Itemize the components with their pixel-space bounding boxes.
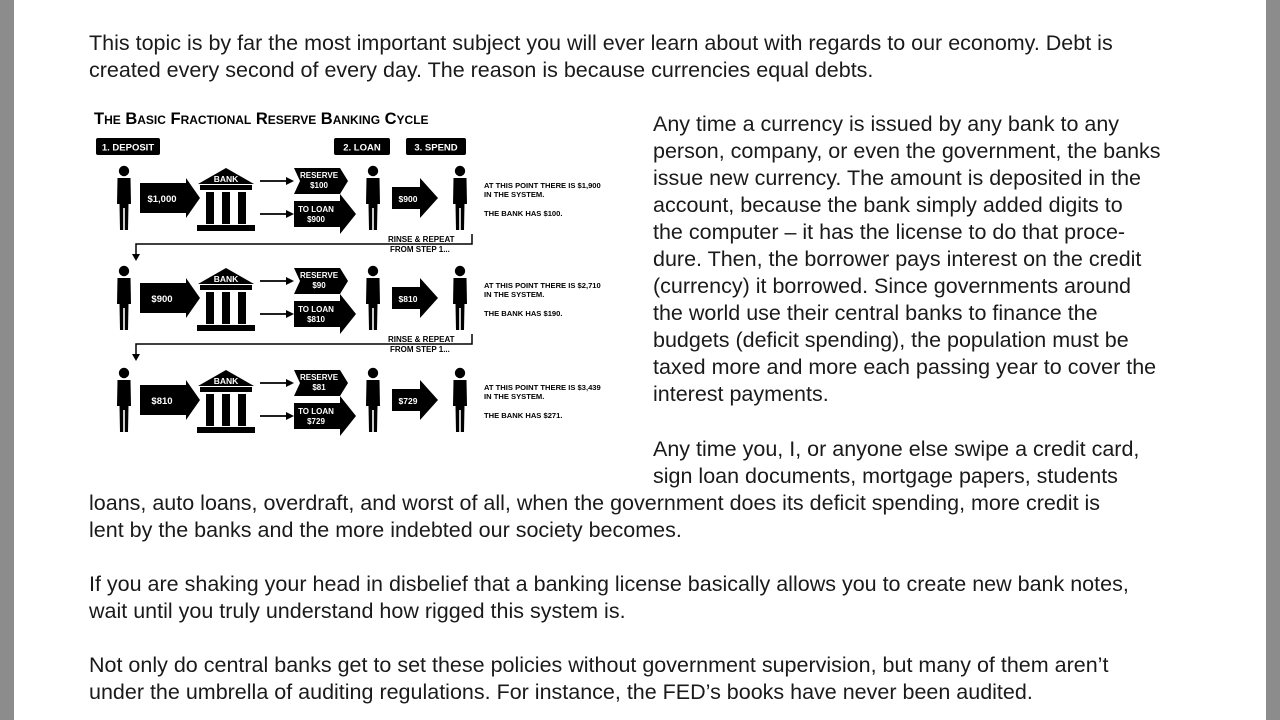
bank-holding-note: THE BANK HAS $100. [484, 209, 563, 218]
to-loan-label: TO LOAN [298, 407, 334, 416]
bank-holding-note: THE BANK HAS $271. [484, 411, 563, 420]
text-line: taxed more and more each passing year to cover the [653, 355, 1157, 379]
bank-label: BANK [213, 174, 239, 184]
reserve-label: RESERVE [299, 171, 339, 180]
rinse-repeat-label: FROM STEP 1... [390, 245, 450, 254]
to-loan-label: TO LOAN [298, 305, 334, 314]
deposit-amount: $810 [151, 396, 173, 407]
reserve-label: RESERVE [299, 373, 339, 382]
reserve-amount: $81 [312, 383, 326, 392]
loan-amount: $810 [307, 315, 325, 324]
diagram-title: The Basic Fractional Reserve Banking Cycle [94, 110, 429, 128]
rinse-repeat-label: RINSE & REPEAT [388, 335, 455, 344]
system-note: AT THIS POINT THERE IS $1,900 [484, 181, 601, 190]
deposit-amount: $900 [151, 294, 173, 305]
text-line: person, company, or even the government, the banks [653, 139, 1161, 163]
paragraph-intro [89, 30, 1113, 84]
fractional-reserve-diagram [90, 104, 620, 444]
loan-amount: $729 [307, 417, 325, 426]
text-line: interest payments. [653, 382, 829, 406]
step-label-spend: 3. SPEND [414, 142, 458, 154]
text-line: If you are shaking your head in disbelief that a banking license basically allows you to create new bank notes, [89, 572, 1129, 596]
system-note: AT THIS POINT THERE IS $2,710 [484, 281, 601, 290]
text-line: account, because the bank simply added digits to [653, 193, 1123, 217]
text-line: issue new currency. The amount is deposited in the [653, 166, 1142, 190]
bank-label: BANK [213, 376, 239, 386]
text-line: Any time a currency is issued by any bank to any [653, 112, 1120, 136]
text-line: This topic is by far the most important subject you will ever learn about with regards to our economy. Debt is [89, 31, 1113, 55]
paragraph-right-column [653, 111, 1161, 408]
text-line: under the umbrella of auditing regulations. For instance, the FED’s books have never been audited. [89, 680, 1033, 704]
text-line: lent by the banks and the more indebted our society becomes. [89, 518, 682, 542]
bank-holding-note: THE BANK HAS $190. [484, 309, 563, 318]
rinse-repeat-label: FROM STEP 1... [390, 345, 450, 354]
deposit-amount: $1,000 [147, 194, 177, 205]
reserve-amount: $100 [310, 181, 328, 190]
reserve-amount: $90 [312, 281, 326, 290]
step-label-deposit: 1. DEPOSIT [101, 142, 155, 154]
loan-amount: $900 [307, 215, 325, 224]
spend-amount: $810 [398, 294, 418, 304]
text-line: the computer – it has the license to do that proce- [653, 220, 1126, 244]
cycle-row-2 [117, 266, 601, 334]
cycle-row-3 [117, 368, 601, 436]
step-label-loan: 2. LOAN [343, 142, 381, 154]
text-line: Any time you, I, or anyone else swipe a credit card, [653, 437, 1140, 461]
cycle-row-1 [117, 166, 601, 234]
text-line: wait until you truly understand how rigged this system is. [89, 599, 626, 623]
text-line: loans, auto loans, overdraft, and worst of all, when the government does its deficit spending, more credit is [89, 491, 1101, 515]
text-line: budgets (deficit spending), the population must be [653, 328, 1129, 352]
text-line: the world use their central banks to finance the [653, 301, 1098, 325]
paragraph-license [89, 571, 1129, 625]
spend-amount: $900 [398, 194, 418, 204]
reserve-label: RESERVE [299, 271, 339, 280]
system-note: IN THE SYSTEM. [484, 392, 545, 401]
system-note: IN THE SYSTEM. [484, 190, 545, 199]
text-line: sign loan documents, mortgage papers, students [653, 464, 1118, 488]
paragraph-credit-full [89, 490, 1100, 544]
system-note: AT THIS POINT THERE IS $3,439 [484, 383, 601, 392]
document-page [14, 0, 1266, 720]
paragraph-credit-right [653, 436, 1139, 490]
text-line: dure. Then, the borrower pays interest on the credit [653, 247, 1142, 271]
text-line: created every second of every day. The reason is because currencies equal debts. [89, 58, 874, 82]
to-loan-label: TO LOAN [298, 205, 334, 214]
rinse-repeat-label: RINSE & REPEAT [388, 235, 455, 244]
spend-amount: $729 [398, 396, 418, 406]
text-line: (currency) it borrowed. Since governments around [653, 274, 1131, 298]
paragraph-central-banks [89, 652, 1108, 706]
system-note: IN THE SYSTEM. [484, 290, 545, 299]
text-line: Not only do central banks get to set these policies without government supervision, but many of them aren’t [89, 653, 1109, 677]
bank-label: BANK [213, 274, 239, 284]
